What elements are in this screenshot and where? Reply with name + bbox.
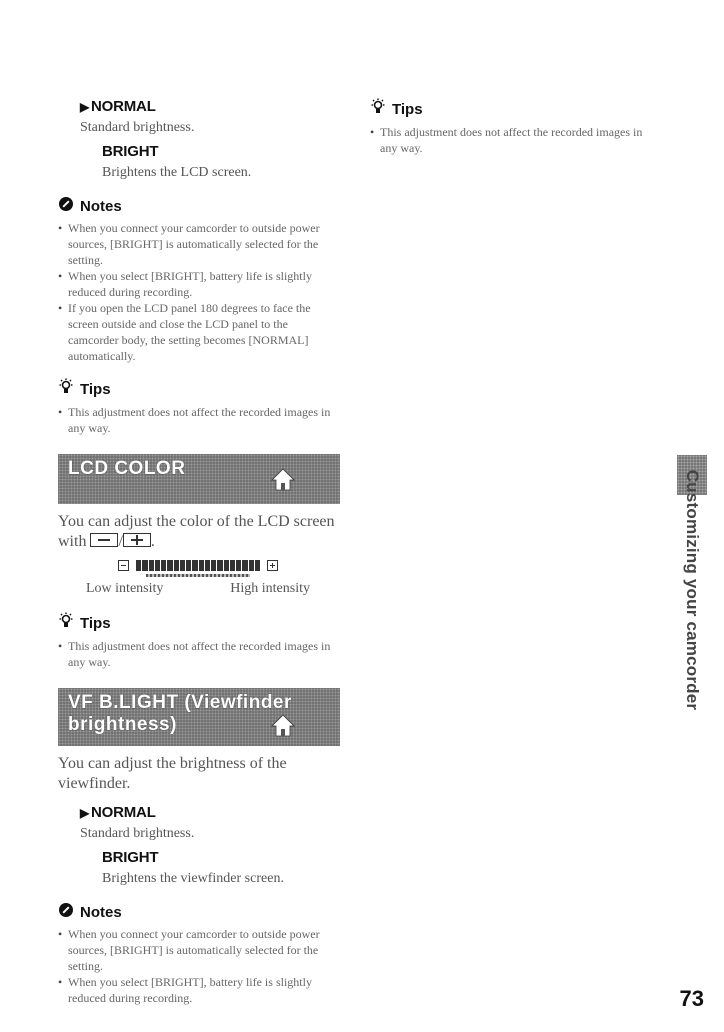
- option-normal: [80, 804, 340, 843]
- option-description: Standard brightness.: [80, 120, 195, 135]
- left-column: [58, 98, 340, 1006]
- list-item: • This adjustment does not affect the recorded images in any way.: [370, 124, 660, 156]
- notes-icon: [58, 196, 76, 217]
- option-description: Brightens the viewfinder screen.: [102, 871, 284, 886]
- option-label: NORMAL: [91, 98, 156, 115]
- plus-icon: [267, 560, 278, 571]
- tips-icon: [370, 98, 388, 121]
- option-label: BRIGHT: [102, 143, 159, 160]
- minus-button-icon: [90, 533, 118, 547]
- list-item: • When you connect your camcorder to outside power sources, [BRIGHT] is automatically selected for the setting.: [58, 926, 340, 974]
- minus-icon: [118, 560, 129, 571]
- intensity-bars: [136, 560, 260, 571]
- page-number: 73: [679, 986, 704, 1011]
- option-bright: [102, 849, 340, 888]
- option-label: BRIGHT: [102, 849, 159, 866]
- option-normal: [80, 98, 340, 137]
- tips-heading: Tips: [58, 378, 340, 401]
- notes-list: [58, 220, 340, 364]
- tips-heading: Tips: [58, 612, 340, 635]
- low-intensity-label: Low intensity: [86, 581, 164, 596]
- list-item: • When you connect your camcorder to outside power sources, [BRIGHT] is automatically selected for the setting.: [58, 220, 340, 268]
- option-bright: [102, 143, 340, 182]
- home-icon: [270, 712, 296, 738]
- lcd-color-banner: [58, 454, 340, 504]
- notes-list: [58, 926, 340, 1006]
- right-column: [370, 98, 660, 156]
- tips-heading: Tips: [370, 98, 660, 121]
- list-item: • When you select [BRIGHT], battery life is slightly reduced during recording.: [58, 974, 340, 1006]
- selected-triangle-icon: ▶: [80, 806, 90, 820]
- option-description: Standard brightness.: [80, 826, 195, 841]
- list-item: • This adjustment does not affect the recorded images in any way.: [58, 638, 340, 670]
- vf-blight-banner: [58, 688, 340, 746]
- plus-button-icon: [123, 533, 151, 547]
- chapter-tab-label: Customizing your camcorder: [683, 469, 702, 711]
- home-icon: [270, 466, 296, 492]
- tips-icon: [58, 612, 76, 635]
- list-item: • When you select [BRIGHT], battery life is slightly reduced during recording.: [58, 268, 340, 300]
- intensity-scale: [118, 558, 278, 580]
- high-intensity-label: High intensity: [230, 581, 310, 596]
- vf-blight-description: You can adjust the brightness of the viewfinder.: [58, 755, 287, 792]
- notes-icon: [58, 902, 76, 923]
- tips-icon: [58, 378, 76, 401]
- intensity-labels: [86, 580, 310, 598]
- tips-list: [370, 124, 660, 156]
- lcd-color-description: You can adjust the color of the LCD screen with / .: [58, 513, 335, 550]
- option-label: NORMAL: [91, 804, 156, 821]
- list-item: • This adjustment does not affect the recorded images in any way.: [58, 404, 340, 436]
- intensity-arrow: [146, 574, 250, 577]
- selected-triangle-icon: ▶: [80, 100, 90, 114]
- banner-title: VF B.LIGHT (Viewfinder brightness): [68, 692, 292, 735]
- tips-list: [58, 404, 340, 436]
- banner-title: LCD COLOR: [68, 458, 186, 479]
- tips-list: [58, 638, 340, 670]
- list-item: • If you open the LCD panel 180 degrees to face the screen outside and close the LCD panel to the camcorder body, the setting becomes [NORMAL] automatically.: [58, 300, 340, 364]
- notes-heading: Notes: [58, 902, 340, 923]
- option-description: Brightens the LCD screen.: [102, 165, 252, 180]
- notes-heading: Notes: [58, 196, 340, 217]
